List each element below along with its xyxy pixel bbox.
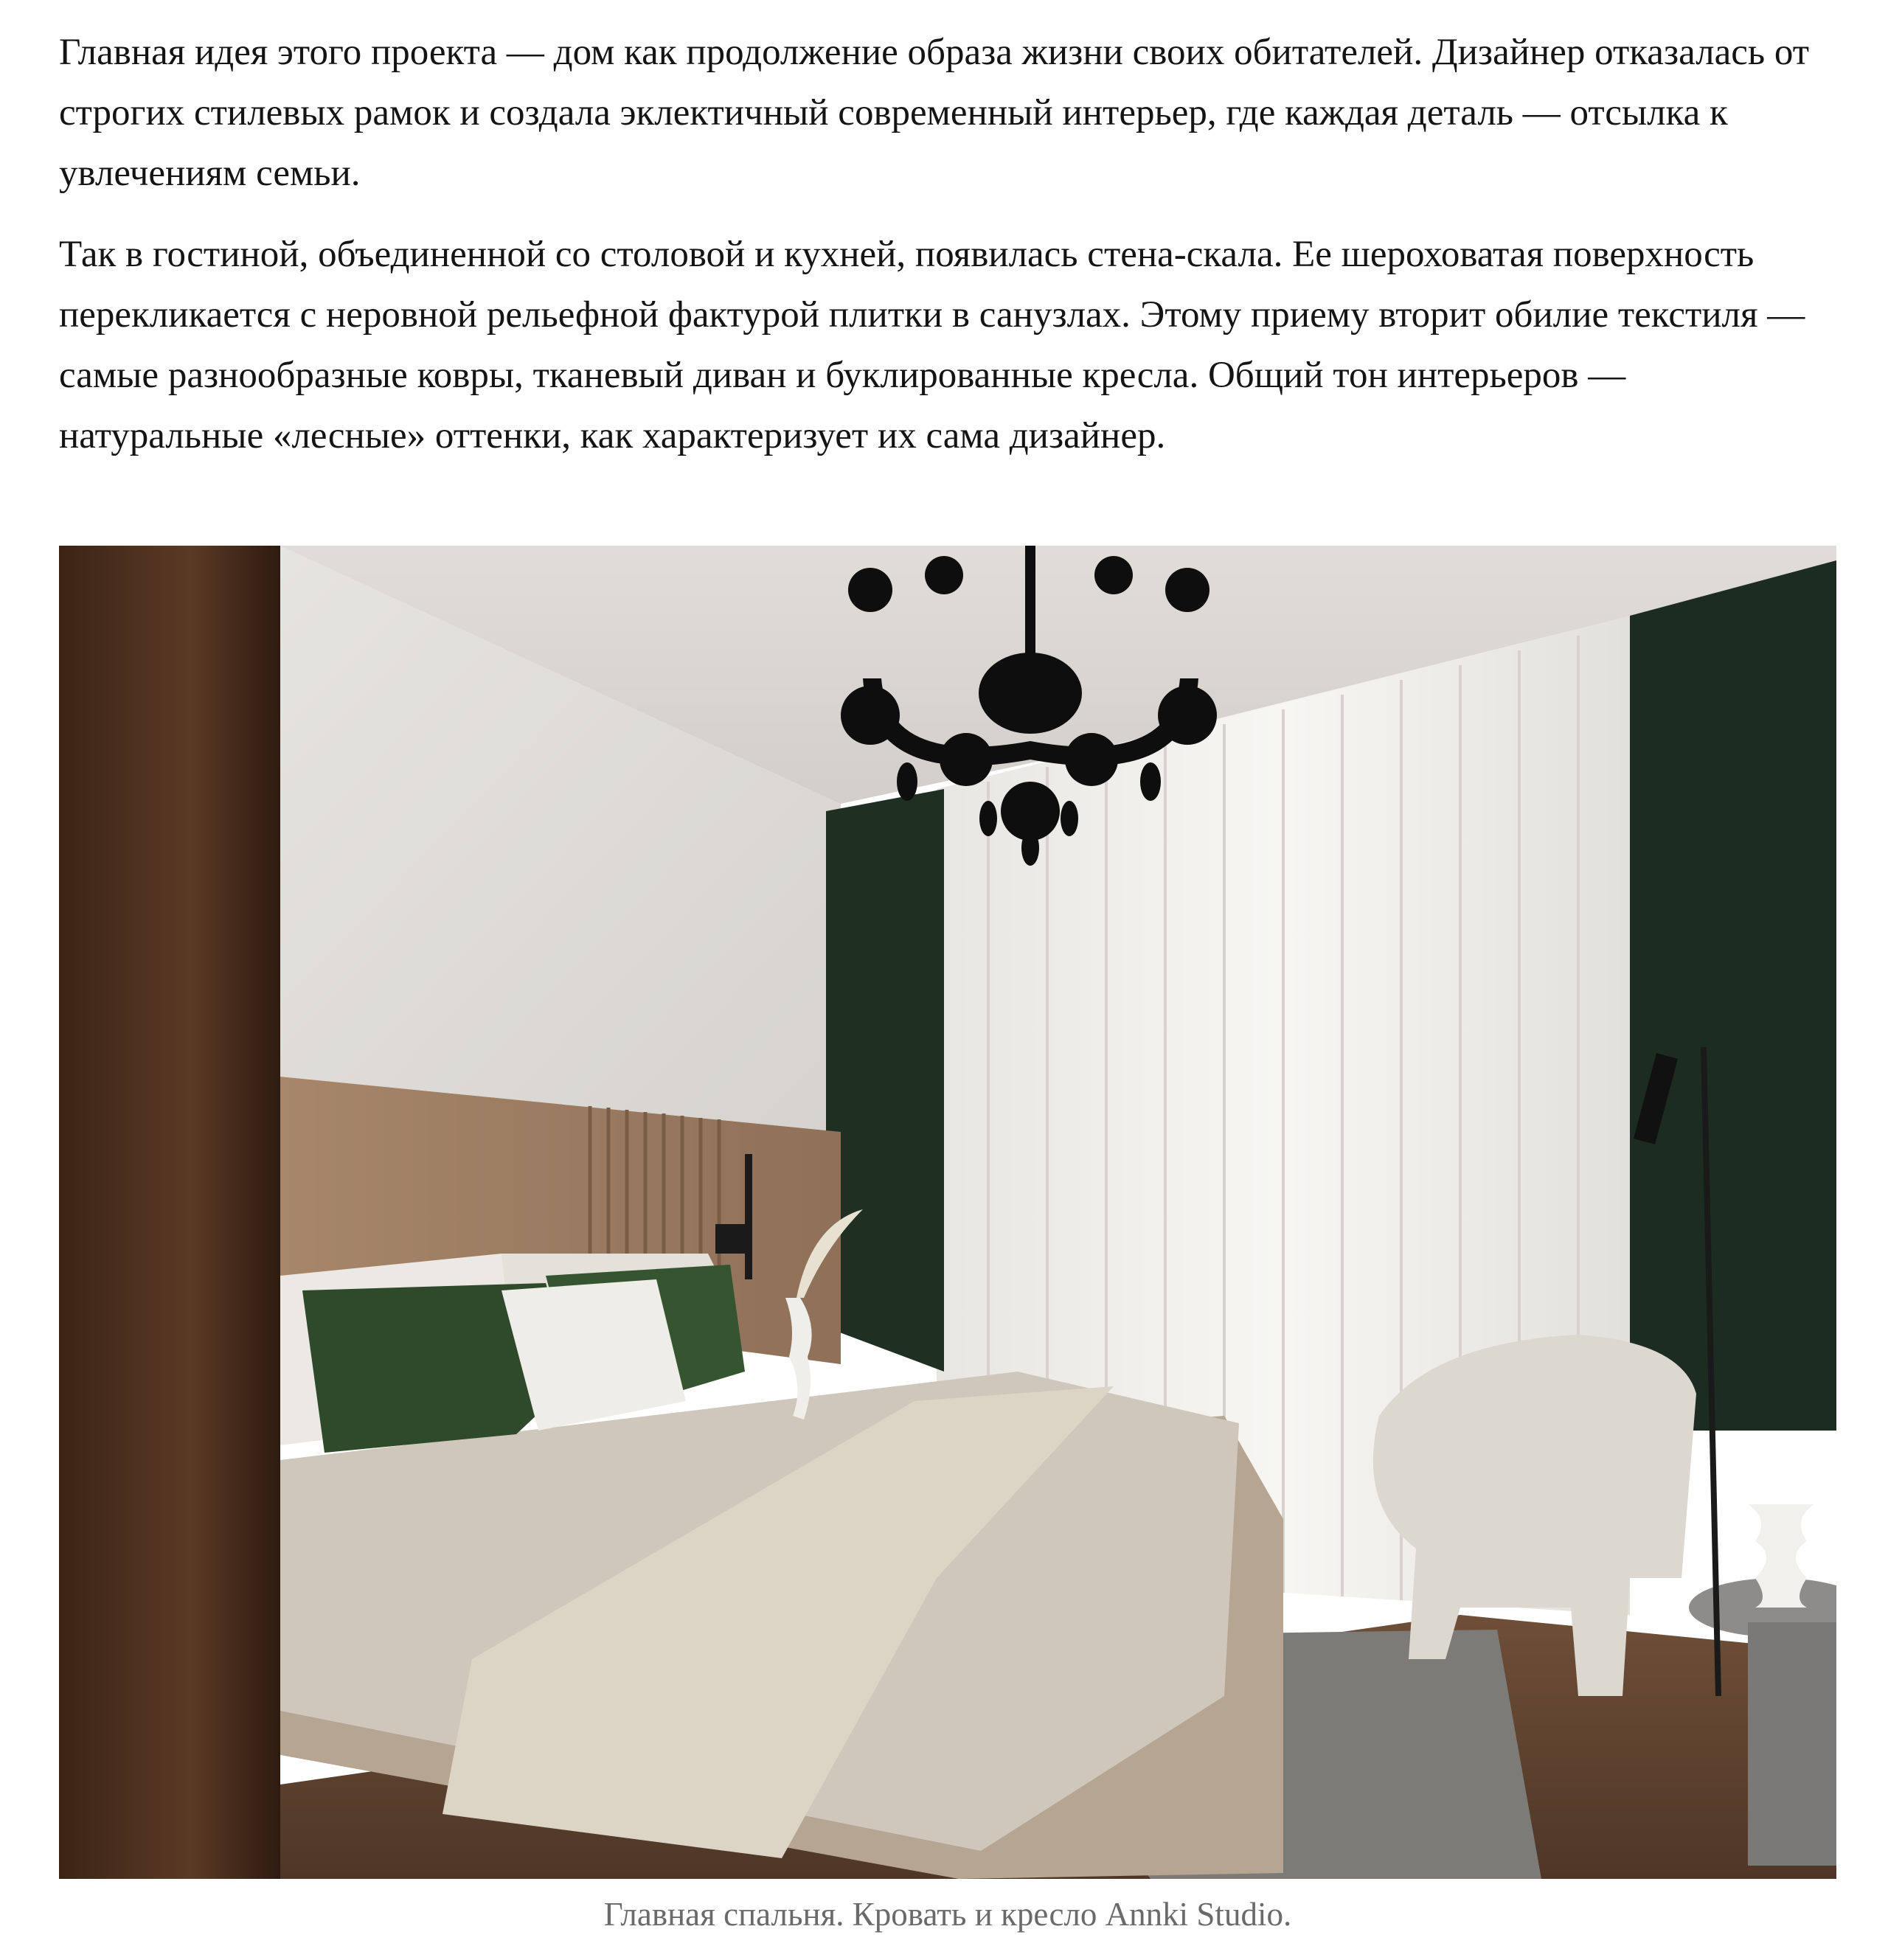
green-curtain-right (1630, 560, 1836, 1431)
wall-sconce-base (715, 1224, 745, 1254)
paragraph-intro: Главная идея этого проекта — дом как продолжение образа жизни своих обитателей. Дизайнер отказалась от строгих стилевых рамок и создала эклектичный современный интерьер, где каждая деталь — отсылка к увлечениям семьи. (59, 32, 1810, 194)
wall-sconce (745, 1154, 752, 1279)
wooden-door-frame (59, 546, 280, 1879)
paragraph-living-room: Так в гостиной, объединенной со столовой и кухней, появилась стена-скала. Ее шероховатая поверхность перекликается с неровной рельефной фактурой плитки в санузлах. Этому приему вторит обилие текстиля — самые разнообразные ковры, тканевый диван и буклированные кресла. Общий тон интерьеров — натуральные «лесные» оттенки, как характеризует их сама дизайнер. (59, 234, 1805, 456)
article-body (59, 22, 1836, 466)
bedroom-photo (59, 546, 1836, 1879)
side-table-base (1748, 1622, 1836, 1866)
green-curtain-left (826, 789, 944, 1372)
photo-caption: Главная спальня. Кровать и кресло Annki Studio. (603, 1896, 1292, 1933)
